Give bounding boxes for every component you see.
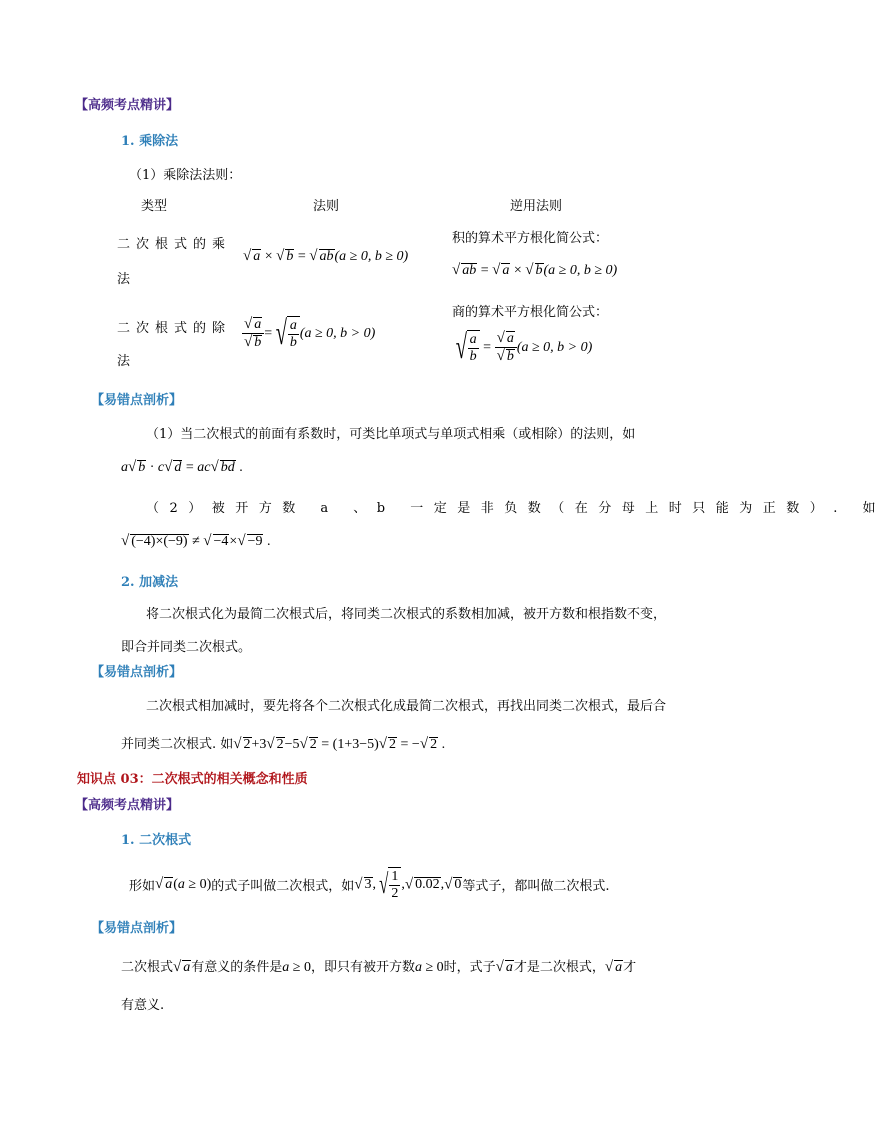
formula-mul-inverse: √ ab = √ a × √ b(a ≥ 0, b ≥ 0) <box>452 262 618 278</box>
section-header: 【高频考点精讲】 <box>75 98 180 113</box>
paragraph-text: 的式子叫做二次根式，如 <box>211 878 355 894</box>
paragraph-text: ，即只有被开方数 <box>310 960 415 975</box>
paragraph-text: 时，式子 <box>443 960 496 975</box>
paragraph-text: 才 <box>623 960 637 975</box>
column-header-type: 类型 <box>141 199 168 214</box>
row-type-line1: 二次根式的除 <box>117 321 232 336</box>
paragraph: 有意义. <box>121 998 165 1013</box>
paragraph: （1）当二次根式的前面有系数时，可类比单项式与单项式相乘（或相除）的法则，如 <box>146 427 636 442</box>
subsection-title: 1. 乘除法 <box>121 134 179 149</box>
paragraph-text: 等式子，都叫做二次根式. <box>462 878 610 894</box>
formula-condition: (a ≥ 0, b ≥ 0) <box>543 263 618 278</box>
formula-examples: √ 3, √ $\frac{1}{2}$ ,√ 0.02,√ 0 <box>354 868 462 902</box>
paragraph-text: 有意义的条件是 <box>191 960 283 975</box>
paragraph-text: 才是二次根式， <box>513 960 605 975</box>
column-header-rule: 法则 <box>313 199 340 214</box>
inverse-title: 积的算术平方根化简公式： <box>452 231 609 246</box>
formula-example: √ 2+3√ 2−5√ 2 = (1+3−5)√ 2 = −√ 2 . <box>233 736 446 752</box>
formula-div-inverse: √ $\frac{a}{b}$ = $\frac{√ a}{√ b}$ (a ≥ 0, b > 0) <box>455 328 593 366</box>
paragraph <box>121 733 445 753</box>
formula-div-rule: $\frac{√ a}{√ b}$ = √ $\frac{a}{b}$ (a ≥ 0, b > 0) <box>244 314 376 352</box>
paragraph <box>129 867 610 902</box>
column-header-inverse: 逆用法则 <box>510 199 563 214</box>
formula-inline: √ a <box>604 959 623 975</box>
formula-mul-rule: √ a × √ b = √ ab(a ≥ 0, b ≥ 0) <box>243 248 409 264</box>
section-header: 【高频考点精讲】 <box>75 798 180 813</box>
section-header: 【易错点剖析】 <box>91 921 183 936</box>
paragraph <box>121 956 636 976</box>
formula-condition: (a ≥ 0, b > 0) <box>516 339 593 355</box>
inverse-title: 商的算术平方根化简公式： <box>452 305 609 320</box>
subheading: （1）乘除法法则： <box>129 168 242 183</box>
section-header: 【易错点剖析】 <box>91 665 183 680</box>
paragraph: 将二次根式化为最简二次根式后，将同类二次根式的系数相加减，被开方数和根指数不变， <box>146 607 667 622</box>
paragraph-text: 形如 <box>129 878 156 894</box>
knowledge-point-title: 知识点 03：二次根式的相关概念和性质 <box>77 772 308 787</box>
subsection-title: 1. 二次根式 <box>121 833 192 848</box>
formula-inline: a ≥ 0 <box>282 960 311 975</box>
formula-inline: a ≥ 0 <box>414 960 444 975</box>
formula-condition: (a ≥ 0, b > 0) <box>299 325 376 341</box>
formula-inline: √ a <box>173 959 191 975</box>
formula-inline: √ a(a ≥ 0) <box>155 875 212 892</box>
section-header: 【易错点剖析】 <box>91 393 183 408</box>
formula-inline: √ a <box>495 959 513 975</box>
row-type-line1: 二次根式的乘 <box>117 237 232 252</box>
formula-condition: (a ≥ 0, b ≥ 0) <box>334 249 409 264</box>
subsection-title: 2. 加减法 <box>121 575 179 590</box>
row-type-line2: 法 <box>117 272 131 287</box>
paragraph: 即合并同类二次根式。 <box>121 640 252 655</box>
paragraph-text: 二次根式 <box>121 960 174 975</box>
row-type-line2: 法 <box>117 354 131 369</box>
paragraph: 二次根式相加减时，要先将各个二次根式化成最简二次根式，再找出同类二次根式，最后合 <box>146 699 667 714</box>
paragraph: （2）被开方数 a 、b 一定是非负数（在分母上时只能为正数）. 如 <box>146 501 886 516</box>
formula-example: √ (−4)×(−9) ≠ √ −4×√ −9 . <box>121 533 271 549</box>
paragraph-text: 并同类二次根式. 如 <box>121 737 234 752</box>
formula-example: a√ b · c√ d = ac√ bd . <box>121 459 243 475</box>
